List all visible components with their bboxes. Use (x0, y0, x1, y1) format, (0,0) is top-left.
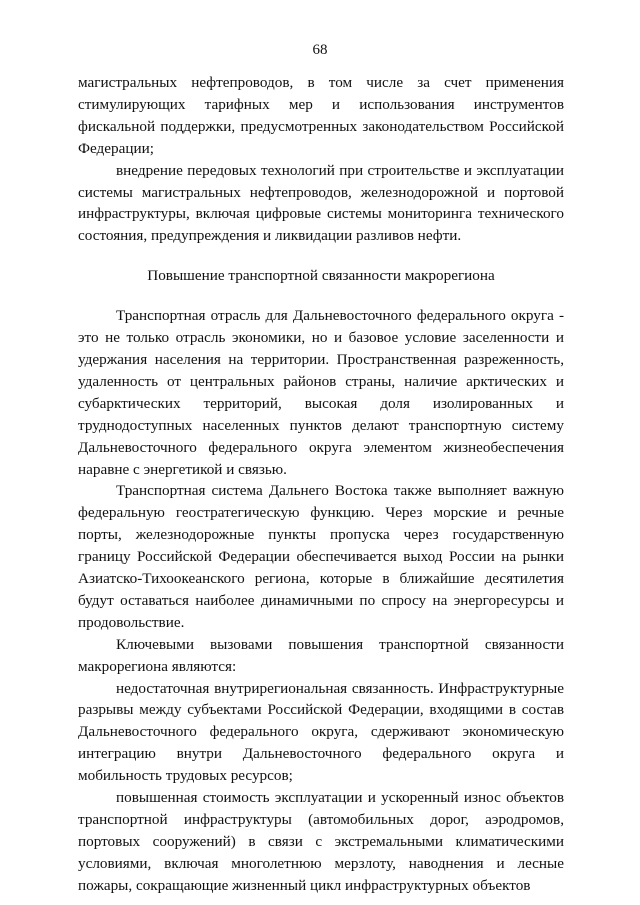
paragraph-insufficient-connectivity: недостаточная внутрирегиональная связанность. Инфраструктурные разрывы между субъектами Российской Федерации, входящими в состав Дальневосточного федерального округа, сдерживают экономическую интеграцию внутри Дальневосточного федерального округа и мобильность трудовых ресурсов; (78, 679, 564, 785)
page-body (78, 72, 564, 897)
paragraph-transport-system-geostrategic: Транспортная система Дальнего Востока также выполняет важную федеральную геостратегическую функцию. Через морские и речные порты, железнодорожные пункты пропуска через государственную границу Российской Федерации обеспечивается выход России на рынки Азиатско-Тихоокеанского региона, которые в ближайшие десятилетия будут оставаться наиболее динамичными по спросу на энергоресурсы и продовольствие. (78, 482, 564, 631)
paragraph-oil-pipelines-continuation: магистральных нефтепроводов, в том числе за счет применения стимулирующих тарифных мер и использования инструментов фискальной поддержки, предусмотренных законодательством Российской Федерации; (78, 74, 564, 157)
section-heading: Повышение транспортной связанности макрорегиона (147, 267, 495, 285)
paragraph-transport-industry: Транспортная отрасль для Дальневосточного федерального округа - это не только отрасль экономики, но и базовое условие заселенности и удержания населения на территории. Пространственная разреженность, удаленность от центральных районов страны, наличие арктических и субарктических территорий, высокая доля изолированных и труднодоступных населенных пунктов делают транспортную систему Дальневосточного федерального округа элементом жизнеобеспечения наравне с энергетикой и связью. (78, 307, 564, 478)
page-number: 68 (312, 42, 328, 58)
paragraph-key-challenges-intro: Ключевыми вызовами повышения транспортной связанности макрорегиона являются: (78, 635, 564, 675)
paragraph-increased-operating-cost: повышенная стоимость эксплуатации и ускоренный износ объектов транспортной инфраструктуры (автомобильных дорог, аэродромов, портовых сооружений) в связи с экстремальными климатическими условиями, включая многолетнюю мерзлоту, наводнения и лесные пожары, сокращающие жизненный цикл инфраструктурных объектов (78, 789, 564, 894)
paragraph-advanced-technologies: внедрение передовых технологий при строительстве и эксплуатации системы магистральных нефтепроводов, железнодорожной и портовой инфраструктуры, включая цифровые системы мониторинга технического состояния, предупреждения и ликвидации разливов нефти. (78, 161, 564, 245)
